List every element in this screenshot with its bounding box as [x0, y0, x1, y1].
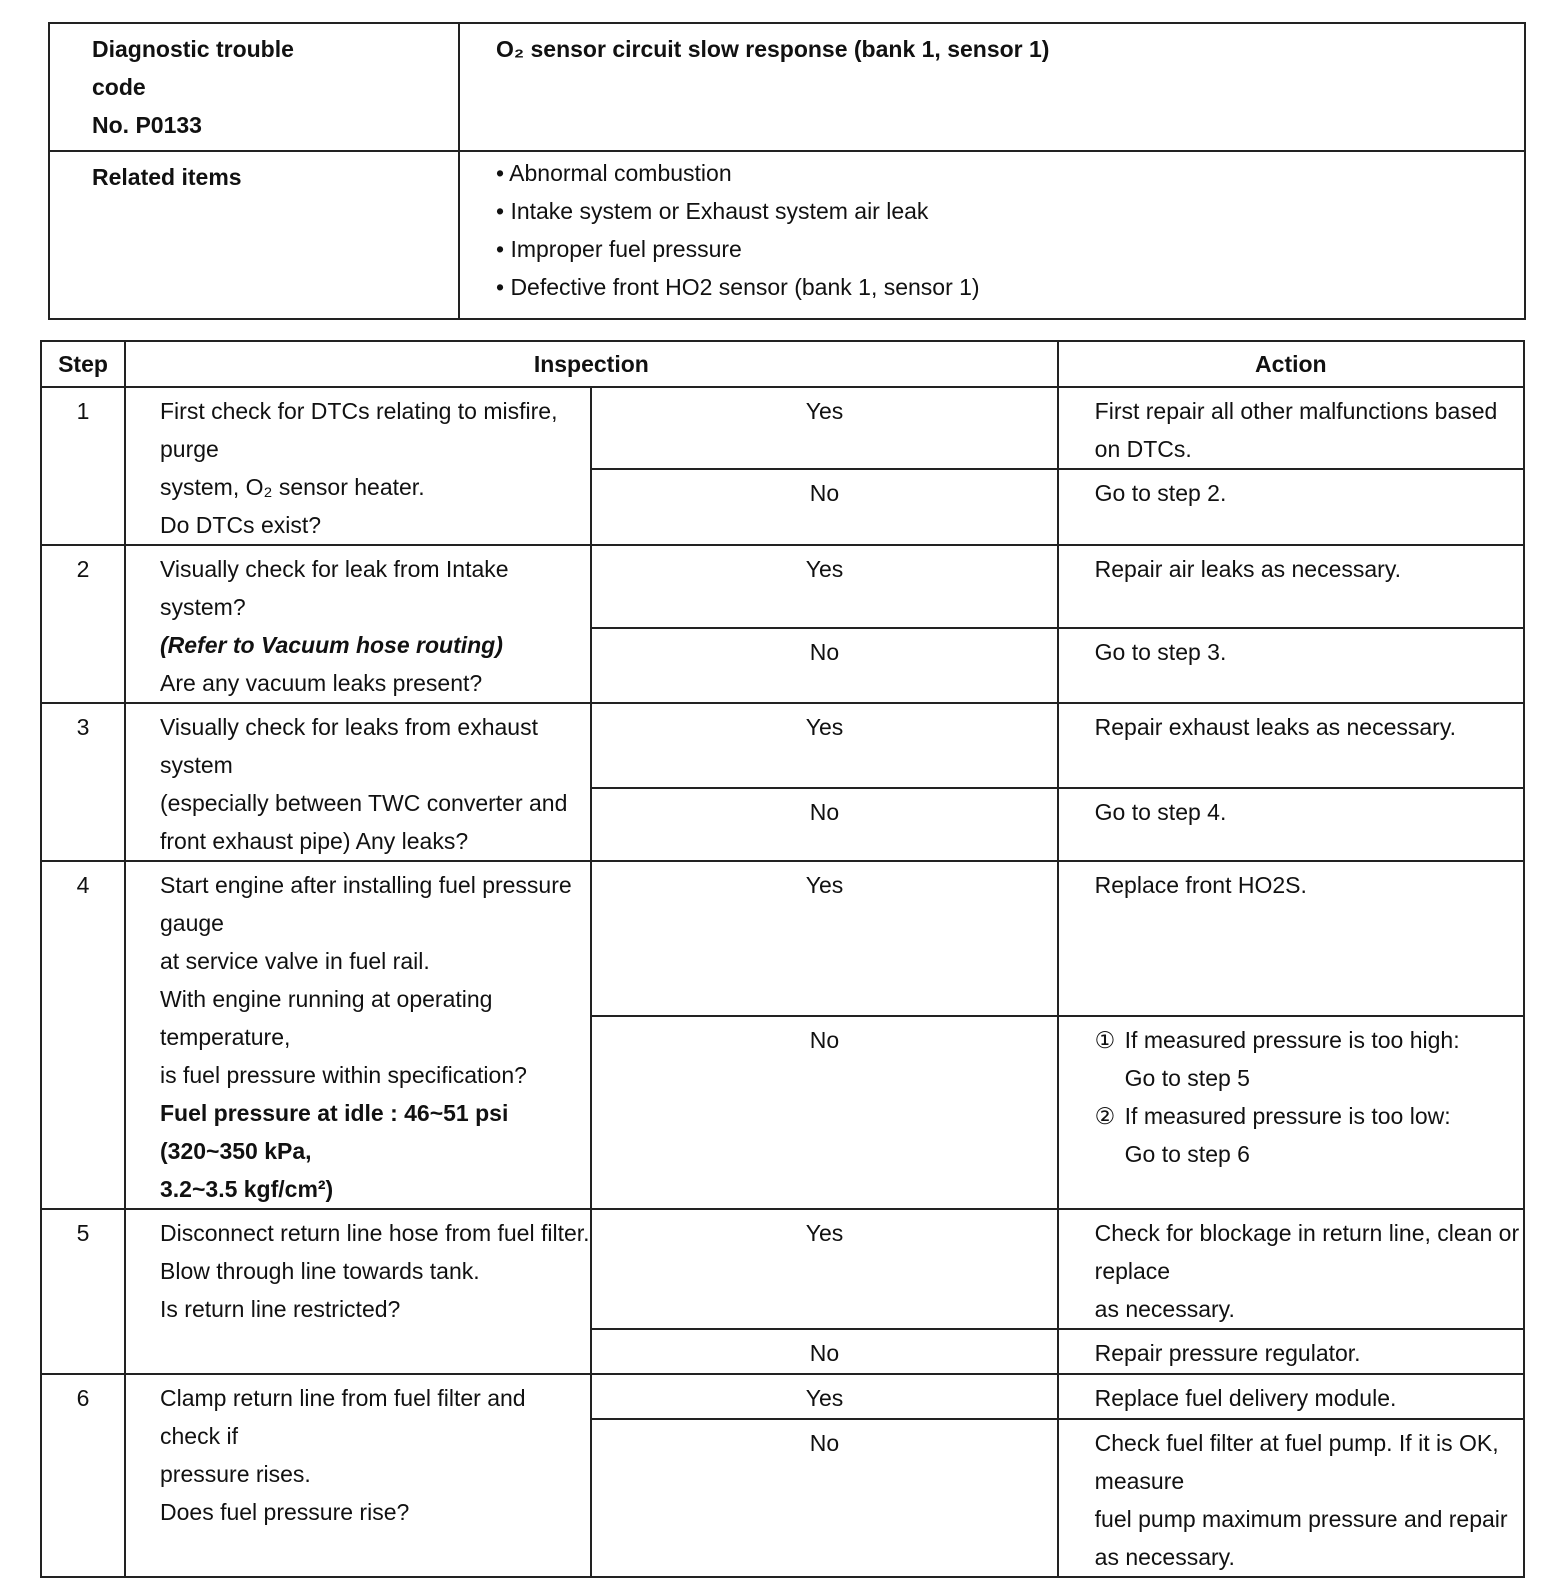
fuel-pressure-spec: Fuel pressure at idle : 46~51 psi (320~350 kPa,: [160, 1100, 509, 1164]
action-line: fuel pump maximum pressure and repair as necessary.: [1094, 1506, 1508, 1570]
header-inspection: Inspection: [125, 341, 1058, 387]
step-inspection: [125, 1374, 591, 1577]
inspection-line: Are any vacuum leaks present?: [160, 670, 483, 696]
no-action: [1058, 1419, 1524, 1577]
step-row: [41, 387, 1524, 469]
no-action: [1058, 469, 1524, 545]
inspection-line: Visually check for leaks from exhaust system: [160, 714, 538, 778]
action-line: Replace fuel delivery module.: [1094, 1385, 1397, 1411]
step-inspection: [125, 1209, 591, 1374]
inspection-line: Visually check for leak from Intake system?: [160, 556, 509, 620]
no-label: No: [591, 1016, 1057, 1209]
dtc-code: No. P0133: [92, 112, 202, 138]
inspection-line: (especially between TWC converter and: [160, 790, 568, 816]
step-inspection: [125, 545, 591, 703]
yes-label: Yes: [591, 545, 1057, 628]
inspection-line: First check for DTCs relating to misfire, purge: [160, 398, 558, 462]
inspection-line: With engine running at operating temperature,: [160, 986, 493, 1050]
action-line: Check for blockage in return line, clean or replace: [1094, 1220, 1520, 1284]
table-header-row: [41, 341, 1524, 387]
related-item: • Improper fuel pressure: [496, 236, 742, 262]
circled-two-icon: ②: [1094, 1103, 1116, 1129]
inspection-line: pressure rises.: [160, 1461, 311, 1487]
action-line: Repair air leaks as necessary.: [1094, 556, 1402, 582]
no-label: No: [591, 788, 1057, 861]
related-item: • Intake system or Exhaust system air leak: [496, 198, 929, 224]
step-row: [41, 1209, 1524, 1329]
action-line: Go to step 5: [1124, 1065, 1250, 1091]
step-number: 5: [41, 1209, 125, 1374]
inspection-line: Blow through line towards tank.: [160, 1258, 480, 1284]
no-label: No: [591, 628, 1057, 703]
yes-action: [1058, 387, 1524, 469]
dtc-header-table: [48, 22, 1526, 320]
step-row: [41, 1374, 1524, 1419]
fuel-pressure-spec: 3.2~3.5 kgf/cm²): [160, 1176, 334, 1202]
header-step: Step: [41, 341, 125, 387]
no-action: [1058, 1329, 1524, 1374]
no-action: [1058, 628, 1524, 703]
yes-action: [1058, 703, 1524, 788]
action-line: First repair all other malfunctions based on DTCs.: [1094, 398, 1498, 462]
yes-label: Yes: [591, 1209, 1057, 1329]
action-line: Repair exhaust leaks as necessary.: [1094, 714, 1457, 740]
yes-action: [1058, 1209, 1524, 1329]
related-items-label: Related items: [49, 151, 459, 319]
related-items-list: [459, 151, 1525, 319]
no-label: No: [591, 1419, 1057, 1577]
step-number: 3: [41, 703, 125, 861]
no-action: [1058, 1016, 1524, 1209]
action-line: Check fuel filter at fuel pump. If it is OK, measure: [1094, 1430, 1499, 1494]
step-number: 4: [41, 861, 125, 1209]
header-action: Action: [1058, 341, 1524, 387]
circled-one-icon: ①: [1094, 1027, 1116, 1053]
step-number: 1: [41, 387, 125, 545]
step-inspection: [125, 387, 591, 545]
action-line: Repair pressure regulator.: [1094, 1340, 1361, 1366]
step-row: [41, 545, 1524, 628]
action-text: If measured pressure is too low:: [1124, 1103, 1451, 1129]
yes-label: Yes: [591, 1374, 1057, 1419]
action-line: Go to step 2.: [1094, 480, 1227, 506]
action-line: Replace front HO2S.: [1094, 872, 1307, 898]
inspection-line: Start engine after installing fuel pressure gauge: [160, 872, 572, 936]
inspection-line: Does fuel pressure rise?: [160, 1499, 410, 1525]
related-item: • Defective front HO2 sensor (bank 1, sensor 1): [496, 274, 980, 300]
inspection-line: front exhaust pipe) Any leaks?: [160, 828, 469, 854]
action-text: If measured pressure is too high:: [1124, 1027, 1460, 1053]
diagnostic-steps-table: [40, 340, 1525, 1578]
yes-label: Yes: [591, 387, 1057, 469]
inspection-line: Do DTCs exist?: [160, 512, 322, 538]
inspection-line: Is return line restricted?: [160, 1296, 401, 1322]
yes-action: [1058, 861, 1524, 1016]
dtc-label-cell: [49, 23, 459, 151]
no-label: No: [591, 469, 1057, 545]
step-inspection: [125, 861, 591, 1209]
inspection-line: Disconnect return line hose from fuel filter.: [160, 1220, 590, 1246]
step-inspection: [125, 703, 591, 861]
inspection-line: Clamp return line from fuel filter and check if: [160, 1385, 526, 1449]
yes-action: [1058, 1374, 1524, 1419]
action-line: Go to step 3.: [1094, 639, 1227, 665]
step-row: [41, 861, 1524, 1016]
yes-label: Yes: [591, 703, 1057, 788]
action-line: as necessary.: [1094, 1296, 1235, 1322]
related-item: • Abnormal combustion: [496, 160, 732, 186]
dtc-label-line: Diagnostic trouble: [92, 36, 294, 62]
action-line: [1095, 1021, 1523, 1059]
inspection-line: at service valve in fuel rail.: [160, 948, 430, 974]
dtc-description: O₂ sensor circuit slow response (bank 1, sensor 1): [459, 23, 1525, 151]
step-number: 2: [41, 545, 125, 703]
step-row: [41, 703, 1524, 788]
action-line: [1095, 1097, 1523, 1135]
yes-label: Yes: [591, 861, 1057, 1016]
inspection-line: system, O₂ sensor heater.: [160, 474, 425, 500]
step-number: 6: [41, 1374, 125, 1577]
action-line: Go to step 6: [1124, 1141, 1250, 1167]
inspection-line: is fuel pressure within specification?: [160, 1062, 527, 1088]
no-label: No: [591, 1329, 1057, 1374]
action-line: Go to step 4.: [1094, 799, 1227, 825]
inspection-reference: (Refer to Vacuum hose routing): [160, 632, 503, 658]
no-action: [1058, 788, 1524, 861]
yes-action: [1058, 545, 1524, 628]
dtc-label-line: code: [92, 74, 146, 100]
